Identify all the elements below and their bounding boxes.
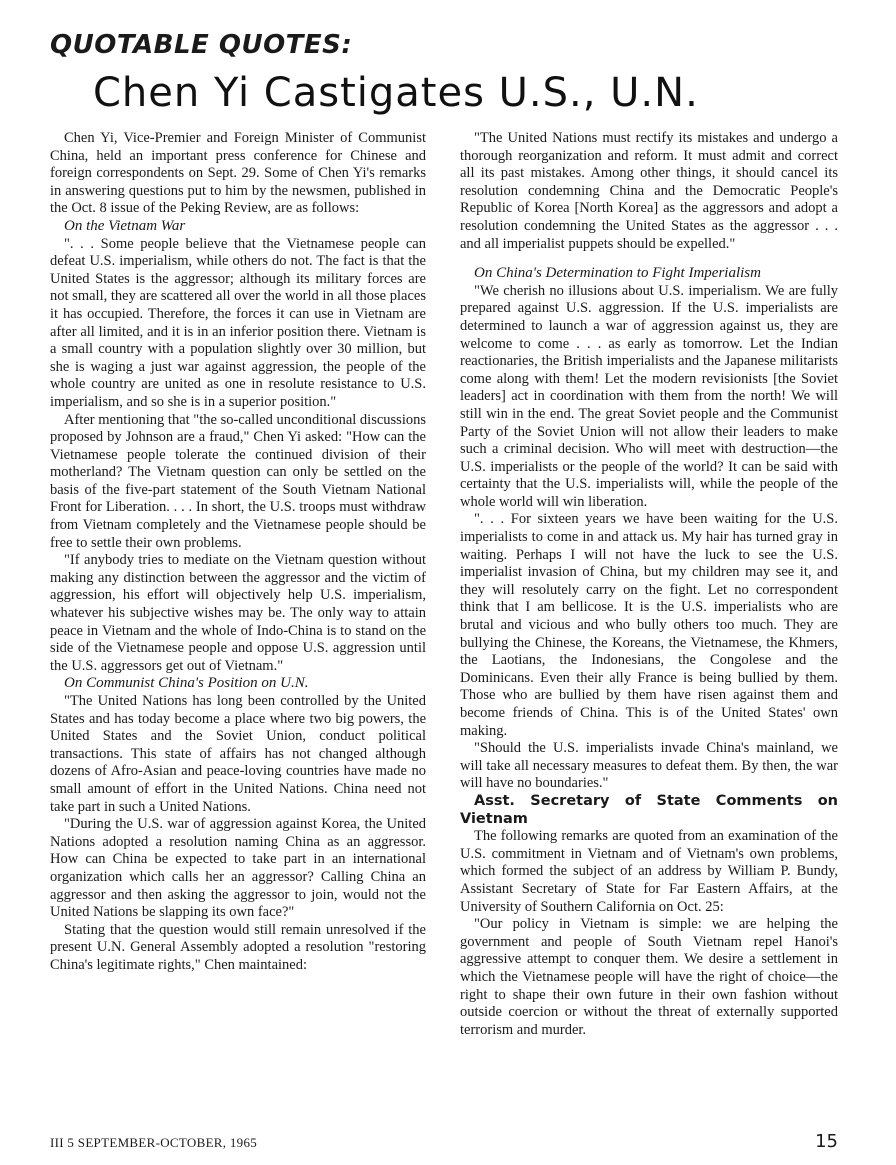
right-column bbox=[460, 130, 838, 1039]
page-number: 15 bbox=[815, 1131, 838, 1152]
headline: Chen Yi Castigates U.S., U.N. bbox=[93, 70, 699, 116]
paragraph: "Our policy in Vietnam is simple: we are helping the government and people of South Vietnam repel Hanoi's aggressive attempt to conquer them. We desire a settlement in which the Vietnamese people will have the right of choice—the right to shape their own future in their own fashion without outside coercion or without the threat of externally supported terrorism and murder. bbox=[460, 916, 838, 1038]
paragraph: "Should the U.S. imperialists invade China's mainland, we will take all necessary measures to defeat them. By then, the war will have no boundaries." bbox=[460, 740, 838, 792]
paragraph: The following remarks are quoted from an examination of the U.S. commitment in Vietnam and of Vietnam's own problems, which formed the subject of an address by William P. Bundy, Assistant Secretary of State for Far Eastern Affairs, at the University of Southern California on Oct. 25: bbox=[460, 828, 838, 915]
paragraph: "We cherish no illusions about U.S. imperialism. We are fully prepared against U.S. aggression. If the U.S. imperialists are determined to launch a war of aggression against us, they are welcome to come . . . as early as tomorrow. Let the Indian reactionaries, the British imperialists and the Japanese militarists come along with them! Let the modern revisionists [the Soviet leaders] act in coordination with them from the north! We will still win in the end. The great Soviet people and the Communist Party of the Soviet Union will not allow their leaders to make such a criminal decision. Who will meet with destruction—the U.S. imperialists or the people of the world? It can be said with certainty that the U.S. imperialists will, while the people of the whole world will win liberation. bbox=[460, 282, 838, 510]
subhead-un-position: On Communist China's Position on U.N. bbox=[64, 675, 309, 692]
paragraph: After mentioning that "the so-called unconditional discussions proposed by Johnson are a fraud," Chen Yi asked: "How can the Vietnamese people tolerate the continued division of their motherland? The Vietnam question can only be settled on the basis of the five-part statement of the South Vietnam National Front for Liberation. . . . In short, the U.S. troops must withdraw from Vietnam completely and the Vietnamese people should be free to settle their own problems. bbox=[50, 411, 426, 551]
intro-paragraph: Chen Yi, Vice-Premier and Foreign Minister of Communist China, held an important press conference for Chinese and foreign correspondents on Sept. 29. Some of Chen Yi's remarks in answering questions put to him by the newsmen, published in the Oct. 8 issue of the Peking Review, are as follows: bbox=[50, 130, 426, 217]
issue-line: III 5 SEPTEMBER-OCTOBER, 1965 bbox=[50, 1135, 258, 1150]
paragraph: ". . . For sixteen years we have been waiting for the U.S. imperialists to come in and attack us. My hair has turned gray in waiting. Perhaps I will not have the luck to see the U.S. imperialist invasion of China, but my children may see it, and they will resolutely carry on the fight. Let no correspondent think that I am bellicose. It is the U.S. imperialists who are brutal and vicious and who bully others too much. They are bullying the Chinese, the Koreans, the Vietnamese, the Khmers, the Laotians, the Indonesians, the Congolese and the Dominicans. Even their ally France is being bullied by them. Those who are bullied by them have risen against them and become friends of China. This is of the United States' own making. bbox=[460, 511, 838, 739]
paragraph: "If anybody tries to mediate on the Vietnam question without making any distinction between the aggressor and the victim of aggression, his effort will objectively help U.S. imperialism, whatever his subjective wishes may be. The only way to attain peace in Vietnam and the whole of Indo-China is to stand on the side of the Vietnamese people and oppose U.S. aggression until the U.S. aggressors get out of Vietnam." bbox=[50, 552, 426, 674]
paragraph: Stating that the question would still remain unresolved if the present U.N. General Assembly adopted a resolution "restoring China's legitimate rights," Chen maintained: bbox=[50, 921, 426, 973]
page-footer bbox=[50, 1131, 838, 1155]
paragraph: "The United Nations must rectify its mistakes and undergo a thorough reorganization and reform. It must admit and correct all its past mistakes. Among other things, it should cancel its resolution condemning China and the Democratic People's Republic of Korea [North Korea] as the aggressors and adopt a resolution condemning the United States as the aggressor . . . and all imperialist puppets should be expelled." bbox=[460, 130, 838, 252]
subhead-vietnam-war: On the Vietnam War bbox=[64, 217, 186, 234]
section-title-bundy: Asst. Secretary of State Comments on Vietnam bbox=[460, 792, 838, 827]
paragraph: "During the U.S. war of aggression against Korea, the United Nations adopted a resolution naming China as an aggressor. How can China be expected to take part in an international organization which calls her an aggressor? Calling China an aggressor and then asking the aggressor to join, would not the United Nations be slapping its own face?" bbox=[50, 816, 426, 921]
paragraph: ". . . Some people believe that the Vietnamese people can defeat U.S. imperialism, while others do not. The fact is that the United States is the aggressor; although its military forces are not small, they are scattered all over the world in all those places it has occupied. Therefore, the forces it can use in Vietnam are after all limited, and it is in an inferior position there. Vietnam is a small country with a population slightly over 30 million, but she is waging a just war against aggression, the people of the whole country are united as one in resolute resistance to U.S. imperialism, and so she is in a superior position." bbox=[50, 235, 426, 410]
left-column bbox=[50, 130, 426, 975]
subhead-fight-imperialism: On China's Determination to Fight Imperialism bbox=[474, 265, 761, 282]
kicker: QUOTABLE QUOTES: bbox=[50, 30, 353, 60]
paragraph: "The United Nations has long been controlled by the United States and has today become a place where two big powers, the United States and the Soviet Union, conduct political transactions. This state of affairs has not changed although dozens of Afro-Asian and peace-loving countries have made no small amount of effort in the United Nations. China need not take part in such a United Nations. bbox=[50, 693, 426, 815]
